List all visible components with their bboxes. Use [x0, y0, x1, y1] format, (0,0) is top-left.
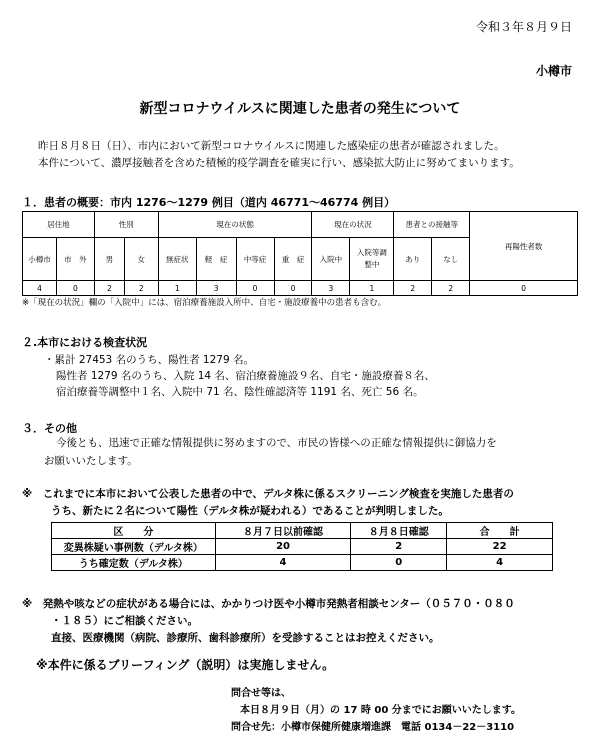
value-hospitalized: 3 — [312, 281, 350, 296]
consultation-notice — [22, 596, 515, 647]
value-outside-city: 0 — [56, 281, 94, 296]
subheader-adjusting: 入院等調整中 — [350, 238, 394, 281]
delta-header-before-aug7: ８月７日以前確認 — [215, 523, 351, 539]
intro-line-2: 本件について、濃厚接触者を含めた積極的疫学調査を確実に行い、感染拡大防止に努めてまいります。 — [38, 157, 520, 169]
subheader-moderate: 中等症 — [236, 238, 274, 281]
exam-line-2: 陽性者 1279 名のうち、入院 14 名、宿泊療養施設９名、自宅・施設療養８名、 — [56, 370, 435, 382]
header-current-status: 現在の状況 — [312, 212, 394, 238]
subheader-contact-yes: あり — [394, 238, 432, 281]
contact-deadline: 本日８月９日（月）の 17 時 00 分までにお願いいたします。 — [240, 705, 521, 716]
delta-row-value: 20 — [215, 539, 351, 555]
section-3-heading: ３．その他 — [22, 422, 77, 435]
delta-row-value: 22 — [447, 539, 553, 555]
header-residence: 居住地 — [23, 212, 95, 238]
header-gender: 性別 — [94, 212, 158, 238]
section-1-heading: １．患者の概要：市内 1276～1279 例目（道内 46771～46774 例目） — [22, 196, 396, 209]
delta-row-value: 4 — [447, 555, 553, 571]
table-row — [52, 555, 553, 571]
contact-info: 問合せ先：小樽市保健所健康増進課 電話 0134－22－3110 — [231, 722, 515, 733]
value-asymptomatic: 1 — [158, 281, 196, 296]
value-male: 2 — [94, 281, 124, 296]
header-repositive: 再陽性者数 — [470, 212, 578, 281]
other-paragraph — [44, 434, 497, 470]
value-repositive: 0 — [470, 281, 578, 296]
value-contact-yes: 2 — [394, 281, 432, 296]
delta-row-value: 2 — [351, 539, 447, 555]
delta-line-1: ※ これまでに本市において公表した患者の中で、デルタ株に係るスクリーニング検査を実施した患者の — [22, 488, 514, 500]
table-note: ※「現在の状況」欄の「入院中」には、宿泊療養施設入所中、自宅・施設療養中の患者も含む。 — [22, 298, 387, 308]
delta-row-value: 0 — [351, 555, 447, 571]
intro-paragraph — [28, 138, 520, 172]
document-date: 令和３年８月９日 — [475, 20, 572, 34]
delta-notice — [22, 486, 514, 520]
delta-header-total: 合 計 — [447, 523, 553, 539]
subheader-severe: 重 症 — [274, 238, 312, 281]
subheader-asymptomatic: 無症状 — [158, 238, 196, 281]
briefing-notice: ※本件に係るブリーフィング（説明）は実施しません。 — [36, 658, 335, 672]
document-title: 新型コロナウイルスに関連した患者の発生について — [139, 101, 461, 117]
delta-row-label: うち確定数（デルタ株） — [52, 555, 216, 571]
subheader-mild: 軽 症 — [196, 238, 236, 281]
delta-header-category: 区 分 — [52, 523, 216, 539]
consult-line-1: ※ 発熱や咳などの症状がある場合には、かかりつけ医や小樽市発熱者相談センター（０５７０・０８０ — [22, 598, 515, 610]
contact-intro: 問合せ等は、 — [231, 688, 291, 699]
other-line-1: 今後とも、迅速で正確な情報提供に努めますので、市民の皆様への正確な情報提供に御協力を — [56, 437, 497, 449]
other-line-2: お願いいたします。 — [44, 455, 138, 467]
header-contact: 患者との接触等 — [394, 212, 470, 238]
subheader-male: 男 — [94, 238, 124, 281]
delta-variant-table — [51, 522, 553, 571]
value-severe: 0 — [274, 281, 312, 296]
value-moderate: 0 — [236, 281, 274, 296]
consult-line-2: ・１８５）にご相談ください。 — [51, 615, 198, 627]
section-2-heading: ２.本市における検査状況 — [22, 336, 148, 349]
table-row — [52, 539, 553, 555]
delta-row-label: 変異株疑い事例数（デルタ株） — [52, 539, 216, 555]
issuer-city: 小樽市 — [535, 64, 572, 78]
delta-line-2: うち、新たに２名について陽性（デルタ株が疑われる）であることが判明しました。 — [51, 505, 449, 517]
value-mild: 3 — [196, 281, 236, 296]
subheader-otaru: 小樽市 — [23, 238, 57, 281]
patient-summary-table — [22, 211, 578, 296]
value-contact-no: 2 — [432, 281, 470, 296]
subheader-hospitalized: 入院中 — [312, 238, 350, 281]
subheader-outside-city: 市 外 — [56, 238, 94, 281]
delta-row-value: 4 — [215, 555, 351, 571]
exam-line-3: 宿泊療養等調整中１名、入院中 71 名、陰性確認済等 1191 名、死亡 56 名。 — [56, 386, 424, 398]
header-current-condition: 現在の状態 — [158, 212, 312, 238]
consult-line-3: 直接、医療機関（病院、診療所、歯科診療所）を受診することはお控えください。 — [51, 632, 440, 644]
exam-line-1: ・累計 27453 名のうち、陽性者 1279 名。 — [44, 354, 254, 366]
intro-line-1: 昨日８月８日（日）、市内において新型コロナウイルスに関連した感染症の患者が確認されました。 — [38, 140, 505, 152]
subheader-female: 女 — [124, 238, 158, 281]
delta-header-aug8: ８月８日確認 — [351, 523, 447, 539]
value-adjusting: 1 — [350, 281, 394, 296]
value-otaru: 4 — [23, 281, 57, 296]
value-female: 2 — [124, 281, 158, 296]
exam-status-paragraph — [44, 352, 435, 400]
subheader-contact-no: なし — [432, 238, 470, 281]
